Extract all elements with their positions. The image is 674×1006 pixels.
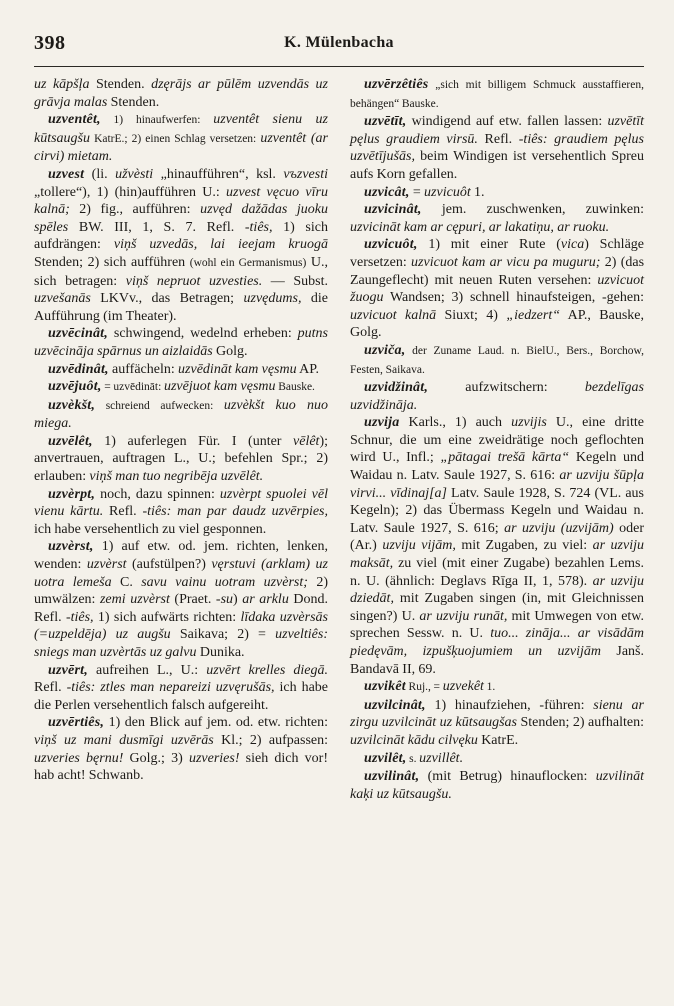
example-text: uzveltiês: sniegs man uzvèrtās uz galvu [34, 627, 328, 660]
dictionary-entry [34, 662, 328, 715]
entry-text: Saikava; 2) = [170, 627, 276, 643]
example-text: uzventêt sienu uz kūtsaugšu [34, 112, 328, 146]
dictionary-entry [350, 201, 644, 236]
entry-text: 1) mit einer Rute ( [417, 237, 561, 253]
entry-text: 1) hinaufwerfen: [100, 114, 214, 127]
headword: uzvēlêt, [48, 433, 93, 449]
headword: uzvèkšt, [48, 397, 96, 413]
entry-text: s. [406, 752, 420, 765]
entry-text: KatrE.; 2) einen Schlag versetzen: [90, 132, 261, 145]
example-text: putns uzvēcināja spārnus un aizlaidās [34, 326, 328, 359]
dictionary-entry [350, 342, 644, 379]
example-text: vica [560, 237, 585, 253]
example-text: uzvicināt kam ar cępuri, ar lakatiņu, ar ruoku. [350, 219, 610, 235]
example-text: uzvest vęcuo vīru kalnā; [34, 184, 328, 218]
example-text: uzvęd dažādas juoku spēles [34, 202, 328, 235]
entry-text: Golg.; 3) [123, 750, 189, 766]
entry-text: ); anvertrauen, auftragen L., U.; befehlen Spr.; 2) erlauben: [34, 433, 328, 485]
entry-text: 2) umwälzen: [34, 574, 328, 608]
entry-text: Stenden. [107, 94, 160, 110]
headword: uzvicât, [364, 184, 410, 200]
example-text: uzvilināt kaķi uz kūtsaugšu. [350, 769, 644, 802]
entry-text: LKVv., das Betragen; [90, 291, 244, 307]
entry-text: 2) (das Zaungeflecht) mit neuen Ruten versehen: [350, 254, 645, 288]
example-text: ar uzviju runāt, [419, 608, 508, 624]
example-text: viņš nepruot uzvesties. [125, 273, 263, 289]
entry-text: Stenden; 2) aufhalten: [516, 715, 644, 731]
headword: uzvilinât, [364, 769, 420, 785]
example-text: -tiês: man par daudz uzvērpies, [142, 504, 328, 520]
dictionary-entry [350, 697, 644, 750]
entry-text: ) Schläge versetzen: [350, 237, 645, 270]
headword: uzvèrpt, [48, 486, 96, 502]
headword: uzvērt, [48, 662, 88, 678]
example-text: uzvicuot kalnā [350, 307, 437, 323]
example-text: uzvērt krelles diegā. [206, 662, 329, 678]
entry-text: mit Zugaben singen (in, mit Gleichnissen singen?) U. [350, 591, 644, 624]
example-text: bezdelīgas uzvidžināja. [350, 380, 644, 413]
example-text: uzvešanās [34, 291, 91, 307]
example-text: „iedzert“ [506, 307, 560, 323]
example-text: vēlêt [293, 433, 320, 449]
entry-text: 2) fig., aufführen: [69, 202, 201, 218]
entry-text: AP., Bauske, Golg. [350, 307, 644, 341]
dictionary-entry [350, 379, 644, 414]
headword: uzvējuôt, [48, 379, 102, 395]
entry-text: 1) auferlegen Für. I (unter [92, 433, 294, 449]
dictionary-entry [34, 361, 328, 379]
headword: uzvēcinât, [48, 326, 108, 342]
entry-text: (li. [84, 166, 116, 182]
example-text: -su [215, 592, 234, 608]
entry-text: (aufstülpen?) [126, 557, 212, 573]
example-text: ar uzviju (uzvijām) [504, 520, 614, 536]
dictionary-entry [34, 538, 328, 661]
entry-text: = [409, 184, 425, 200]
example-text: -tiês: ztles man nepareizi uzvęrušās, [66, 680, 275, 696]
headword: uzvēdinât, [48, 361, 109, 377]
entry-text: auffächeln: [108, 361, 179, 377]
entry-text: Refl. [34, 680, 67, 696]
example-text: uzvicuot kam ar vicu pa muguru; [411, 254, 601, 270]
example-text: uzvèrst [86, 557, 127, 573]
entry-text: (wohl ein Germanismus) [189, 256, 307, 269]
dictionary-entry [34, 397, 328, 433]
entry-text: noch, dazu spinnen: [95, 486, 220, 502]
entry-text: aufreihen L., U.: [87, 662, 207, 678]
entry-text: 1. [470, 184, 485, 200]
example-text: uzveries! [188, 750, 240, 766]
entry-text: 1) auf etw. od. jem. richten, lenken, wenden: [34, 539, 328, 573]
example-text: uzventêt (ar cirvi) mietam. [34, 130, 328, 165]
example-text: uzviju vijām, [382, 538, 456, 554]
entry-text: Kl.; 2) aufpassen: [213, 732, 329, 748]
headword: uzvèrst, [48, 539, 94, 555]
example-text: dzęrājs ar pūlēm uzvendās uz grāvja malas [34, 77, 328, 110]
headword: uzvicuôt, [364, 237, 418, 253]
example-text: uzvilcināt kādu cilvęku [350, 732, 478, 748]
entry-text: Dond. Refl. [34, 592, 328, 625]
dictionary-entry [350, 750, 644, 769]
dictionary-entry [350, 184, 644, 202]
example-text: zemi uzvèrst [99, 592, 170, 608]
entry-text: ) [233, 592, 243, 608]
example-text: uzvēdināt kam vęsmu [178, 361, 297, 377]
example-text: viņš man tuo negribēja uzvēlêt. [89, 469, 264, 485]
entry-text: Karls., 1) auch [399, 415, 512, 431]
page-number: 398 [34, 32, 66, 54]
entry-text: BW. III, 1, S. 7. Refl. [68, 219, 245, 235]
example-text: „pātagai trešā kārta“ [440, 450, 570, 466]
entry-text: mit Umwegen von etw. sprechen Sessw. n. U. [350, 608, 644, 642]
headword: uzvilcinât, [364, 697, 426, 713]
headword: uzvest [48, 166, 85, 182]
dictionary-entry [34, 433, 328, 486]
entry-text: U., eine dritte Schnur, die um eine zweidrätige noch geflochten wird U., Infl.; [350, 415, 644, 466]
headword: uzvija [364, 415, 400, 431]
headword: uzvikêt [364, 679, 406, 695]
left-column [34, 76, 328, 986]
dictionary-entry [34, 714, 328, 784]
entry-text: jem. zuschwenken, zuwinken: [421, 202, 644, 218]
example-text: vęrstuvi (arklam) uz uotra lemeša [34, 557, 328, 590]
entry-text: ich habe versehentlich zu viel gesponnen. [34, 521, 267, 537]
example-text: uzvèrpt spuolei vēl vienu kārtu. [34, 486, 328, 520]
example-text: užvèsti [115, 166, 154, 182]
entry-text: 1) den Blick auf jem. od. etw. richten: [104, 715, 328, 731]
entry-text: Latv. Saule 1928, S. 724 (VL. aus Kegeln); 2) das Übermass Kegeln und Waidau n. Latv. Saule 1927, S. 616; [350, 485, 644, 536]
headword: uzvidžinât, [364, 380, 429, 396]
entry-text: Siuxt; 4) [436, 307, 507, 323]
dictionary-entry [350, 414, 644, 678]
headword: uzvērzêtiês [364, 77, 429, 92]
entry-text: Refl. [477, 131, 519, 147]
entry-text: 1) hinaufziehen, -führen: [425, 697, 594, 713]
example-text: uzvicuot žuogu [350, 272, 644, 306]
right-column [350, 76, 644, 986]
entry-text: Stenden; 2) sich aufführen [34, 254, 190, 270]
headword: uzvilêt, [364, 750, 407, 766]
example-text: uzvijis [511, 415, 547, 431]
headword: uzvērtiês, [48, 715, 105, 731]
entry-text: Dunika. [196, 645, 245, 660]
example-text: uzvicuôt [424, 184, 471, 200]
entry-text: 1) sich aufwärts richten: [93, 609, 241, 625]
entry-text: Stenden. [89, 77, 152, 92]
entry-text: Ruj., = [405, 681, 443, 694]
example-text: uz kāpšļa [34, 77, 90, 92]
dictionary-columns [34, 76, 644, 986]
entry-text: — Subst. [262, 273, 328, 289]
example-text: uzvējuot kam vęsmu [163, 379, 276, 395]
entry-text: Bauske. [275, 381, 315, 394]
entry-text: 1) sich aufdrängen: [34, 219, 328, 253]
example-text: ar uzviju šūpļa virvi... vīdinaj[a] [350, 468, 644, 501]
entry-text: beim Windigen ist versehentlich Spreu aufs Korn gefallen. [350, 149, 644, 182]
entry-text: zu viel (mit einer Zugabe) bezahlen Lems. n. U. (ähnlich: Deglavs Rīga II, 1, 578). [350, 556, 644, 589]
dictionary-entry [34, 76, 328, 111]
dictionary-entry [350, 76, 644, 113]
example-text: uzvędums, [243, 291, 302, 307]
example-text: sienu ar zirgu uzvilcināt uz kūtsaugšas [350, 697, 644, 731]
headword: uzventêt, [48, 112, 101, 128]
entry-text: windigend auf etw. fallen lassen: [406, 114, 608, 130]
page-header [34, 22, 644, 67]
entry-text: KatrE. [477, 732, 519, 748]
example-text: viņš uzvedās, lai ieejam kruogā [113, 237, 328, 253]
example-text: līdaka uzvèrsās (=uzpeldēja) uz augšu [34, 609, 328, 643]
entry-text: „hinaufführen“, ksl. [153, 166, 284, 182]
dictionary-entry [34, 325, 328, 360]
headword: uzviča, [364, 342, 406, 358]
dictionary-entry [34, 378, 328, 397]
entry-text: (mit Betrug) hinauflocken: [419, 769, 596, 785]
entry-text: Janš. Bandavā II, 69. [350, 644, 644, 677]
entry-text: die Aufführung (im Theater). [34, 291, 329, 324]
example-text: ar arklu [242, 592, 289, 608]
entry-text: schwingend, wedelnd erheben: [107, 326, 298, 342]
entry-text: Refl. [103, 504, 143, 520]
entry-text: Golg. [212, 343, 248, 359]
example-text: -tiês, [65, 609, 94, 625]
dictionary-entry [350, 113, 644, 183]
entry-text: der Zuname Laud. n. BielU., Bers., Borchow, Festen, Saikava. [350, 344, 644, 376]
entry-text: Kegeln und Waidau n. Latv. Saule 1927, S. 616: [350, 450, 645, 484]
headword: uzvicinât, [364, 202, 422, 218]
dictionary-entry [350, 768, 644, 803]
example-text: viņš uz mani dusmīgi uzvērās [34, 732, 214, 748]
example-text: ar uzviju dziedāt, [350, 573, 644, 607]
entry-text: Wandsen; 3) schnell hinaufsteigen, -gehen: [383, 290, 644, 306]
entry-text: sieh dich vor! hab acht! Schwanb. [34, 750, 328, 784]
entry-text: U., sich betragen: [34, 254, 328, 289]
dictionary-entry [34, 111, 328, 166]
headword: uzvētīt, [364, 114, 407, 130]
entry-text: aufzwitschern: [428, 380, 585, 396]
example-text: uzvèkšt kuo nuo miega. [34, 397, 328, 432]
example-text: uzvillêt. [419, 750, 464, 766]
dictionary-entry [350, 678, 644, 697]
entry-text: AP. [296, 361, 319, 377]
example-text: -tiês, [244, 219, 273, 235]
example-text: vъzvesti [283, 166, 328, 182]
example-text: tuo... zināja... ar visādām piedęvām, izpušķuojumiem un uzvijām [350, 626, 644, 659]
example-text: -tiês: graudiem pęlus uzvētījušās, [350, 131, 644, 165]
entry-text: oder (Ar.) [350, 520, 644, 554]
entry-text: C. [111, 574, 142, 590]
dictionary-entry [34, 166, 328, 325]
example-text: uzvekêt [442, 679, 484, 695]
dictionary-entry [34, 486, 328, 539]
entry-text: „sich mit billigem Schmuck ausstaffieren, behängen“ Bauske. [350, 79, 644, 110]
entry-text: „tollere“), 1) (hin)aufführen U.: [34, 184, 227, 200]
example-text: uzvētīt pęlus graudiem virsū. [350, 114, 644, 147]
running-title: K. Mülenbacha [284, 34, 394, 51]
entry-text: mit Zugaben, zu viel: [455, 538, 593, 554]
entry-text: ich habe die Perlen versehentlich falsch aufgereiht. [34, 680, 328, 713]
entry-text: schreiend aufwecken: [95, 399, 224, 412]
example-text: uzveries bęrnu! [34, 750, 124, 766]
example-text: savu vainu uotram uzvèrst; [141, 574, 308, 590]
entry-text: (Praet. [169, 592, 216, 608]
example-text: ar uzviju maksāt, [350, 538, 644, 572]
dictionary-entry [350, 236, 644, 342]
entry-text: 1. [483, 681, 496, 694]
entry-text: = uzvēdināt: [101, 381, 164, 394]
